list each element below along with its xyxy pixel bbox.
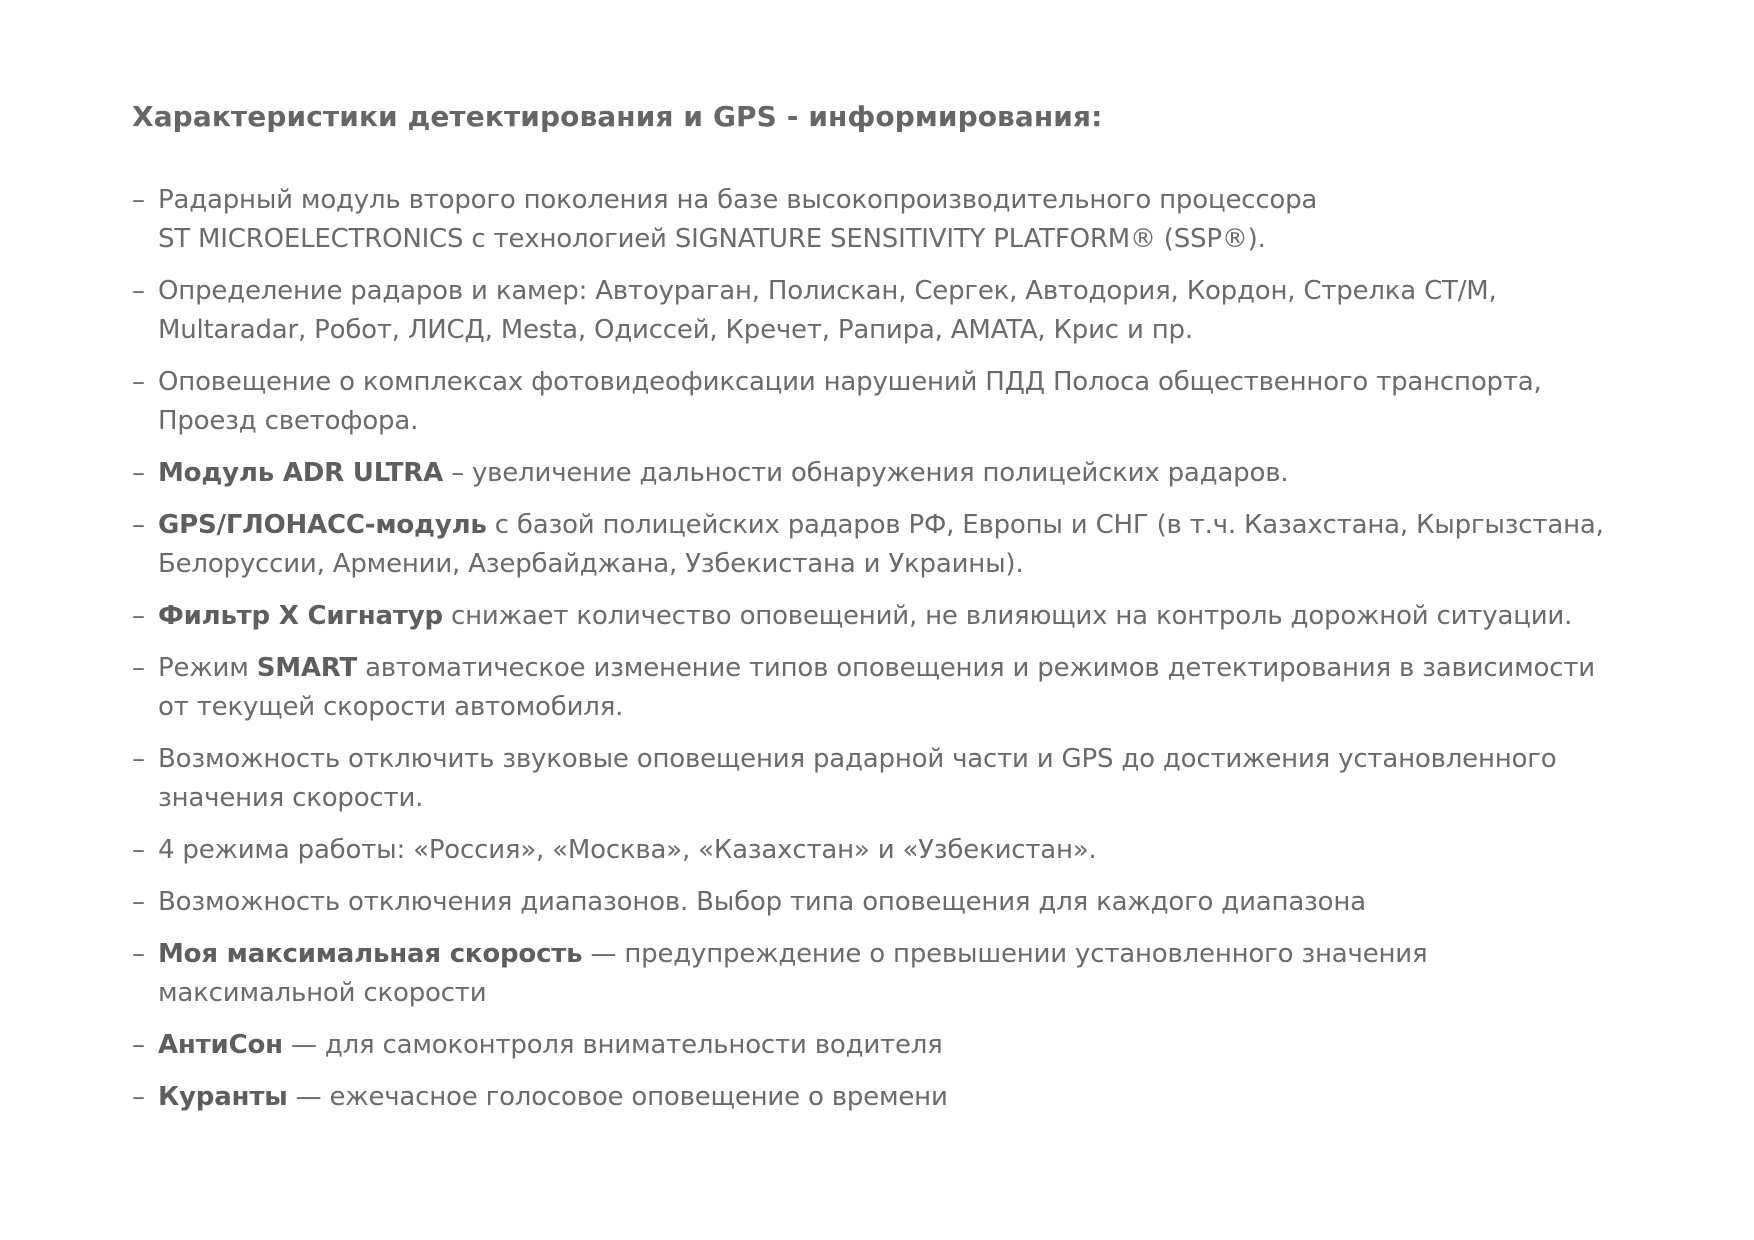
feature-item xyxy=(132,1026,1632,1065)
feature-text: автоматическое изменение типов оповещения и режимов детектирования в зависимости xyxy=(357,653,1595,683)
feature-line xyxy=(158,545,1632,584)
bullet-dash: – xyxy=(132,601,145,631)
feature-item xyxy=(132,181,1632,259)
bullet-dash: – xyxy=(132,276,145,306)
feature-text: — ежечасное голосовое оповещение о времени xyxy=(287,1082,948,1112)
feature-list xyxy=(132,181,1632,1117)
feature-line xyxy=(158,740,1632,779)
feature-term: Модуль ADR ULTRA xyxy=(158,458,444,488)
feature-line xyxy=(158,363,1632,402)
feature-line xyxy=(158,883,1632,922)
feature-line xyxy=(158,454,1632,493)
feature-text: от текущей скорости автомобиля. xyxy=(158,692,624,722)
feature-text: Режим xyxy=(158,653,257,683)
feature-text: максимальной скорости xyxy=(158,978,487,1008)
bullet-dash: – xyxy=(132,744,145,774)
feature-line xyxy=(158,597,1632,636)
feature-line xyxy=(158,649,1632,688)
feature-line xyxy=(158,272,1632,311)
feature-text: Радарный модуль второго поколения на базе высокопроизводительного процессора xyxy=(158,185,1318,215)
feature-item xyxy=(132,363,1632,441)
feature-text: – увеличение дальности обнаружения полицейских радаров. xyxy=(443,458,1289,488)
bullet-dash: – xyxy=(132,653,145,683)
feature-line xyxy=(158,688,1632,727)
bullet-dash: – xyxy=(132,185,145,215)
feature-item xyxy=(132,831,1632,870)
feature-item xyxy=(132,506,1632,584)
bullet-dash: – xyxy=(132,367,145,397)
feature-text: 4 режима работы: «Россия», «Москва», «Казахстан» и «Узбекистан». xyxy=(158,835,1097,865)
bullet-dash: – xyxy=(132,1030,145,1060)
feature-text: — предупреждение о превышении установленного значения xyxy=(582,939,1428,969)
feature-item xyxy=(132,272,1632,350)
feature-line xyxy=(158,311,1632,350)
section-heading: Характеристики детектирования и GPS - информирования: xyxy=(132,100,1103,133)
feature-term: SMART xyxy=(256,653,357,683)
feature-text: Multaradar, Робот, ЛИСД, Mesta, Одиссей, Кречет, Рапира, AMATA, Крис и пр. xyxy=(158,315,1193,345)
feature-text: Возможность отключения диапазонов. Выбор типа оповещения для каждого диапазона xyxy=(158,887,1366,917)
feature-item xyxy=(132,1078,1632,1117)
feature-item xyxy=(132,597,1632,636)
feature-text: ST MICROELECTRONICS с технологией SIGNATURE SENSITIVITY PLATFORM® (SSP®). xyxy=(158,224,1266,254)
feature-text: Возможность отключить звуковые оповещения радарной части и GPS до достижения установленного xyxy=(158,744,1557,774)
feature-item xyxy=(132,454,1632,493)
feature-text: значения скорости. xyxy=(158,783,424,813)
bullet-dash: – xyxy=(132,458,145,488)
feature-line xyxy=(158,1078,1632,1117)
feature-line xyxy=(158,506,1632,545)
feature-line xyxy=(158,181,1632,220)
feature-term: Куранты xyxy=(158,1082,288,1112)
feature-line xyxy=(158,831,1632,870)
feature-term: АнтиСон xyxy=(158,1030,283,1060)
document-page xyxy=(132,100,1632,1130)
feature-item xyxy=(132,935,1632,1013)
feature-term: Фильтр X Сигнатур xyxy=(158,601,443,631)
feature-line xyxy=(158,779,1632,818)
feature-line xyxy=(158,402,1632,441)
feature-line xyxy=(158,220,1632,259)
feature-text: Белоруссии, Армении, Азербайджана, Узбекистана и Украины). xyxy=(158,549,1024,579)
feature-item xyxy=(132,649,1632,727)
feature-line xyxy=(158,935,1632,974)
bullet-dash: – xyxy=(132,887,145,917)
feature-item xyxy=(132,883,1632,922)
bullet-dash: – xyxy=(132,510,145,540)
feature-text: Проезд светофора. xyxy=(158,406,419,436)
feature-item xyxy=(132,740,1632,818)
feature-line xyxy=(158,974,1632,1013)
feature-term: Моя максимальная скорость xyxy=(158,939,583,969)
feature-term: GPS/ГЛОНАСС-модуль xyxy=(158,510,487,540)
feature-text: снижает количество оповещений, не влияющих на контроль дорожной ситуации. xyxy=(442,601,1573,631)
feature-text: с базой полицейских радаров РФ, Европы и СНГ (в т.ч. Казахстана, Кыргызстана, xyxy=(486,510,1604,540)
bullet-dash: – xyxy=(132,1082,145,1112)
bullet-dash: – xyxy=(132,835,145,865)
feature-text: Оповещение о комплексах фотовидеофиксации нарушений ПДД Полоса общественного транспорта, xyxy=(158,367,1542,397)
feature-text: Определение радаров и камер: Автоураган, Полискан, Сергек, Автодория, Кордон, Стрелка СТ/М, xyxy=(158,276,1497,306)
feature-line xyxy=(158,1026,1632,1065)
feature-text: — для самоконтроля внимательности водителя xyxy=(282,1030,943,1060)
bullet-dash: – xyxy=(132,939,145,969)
